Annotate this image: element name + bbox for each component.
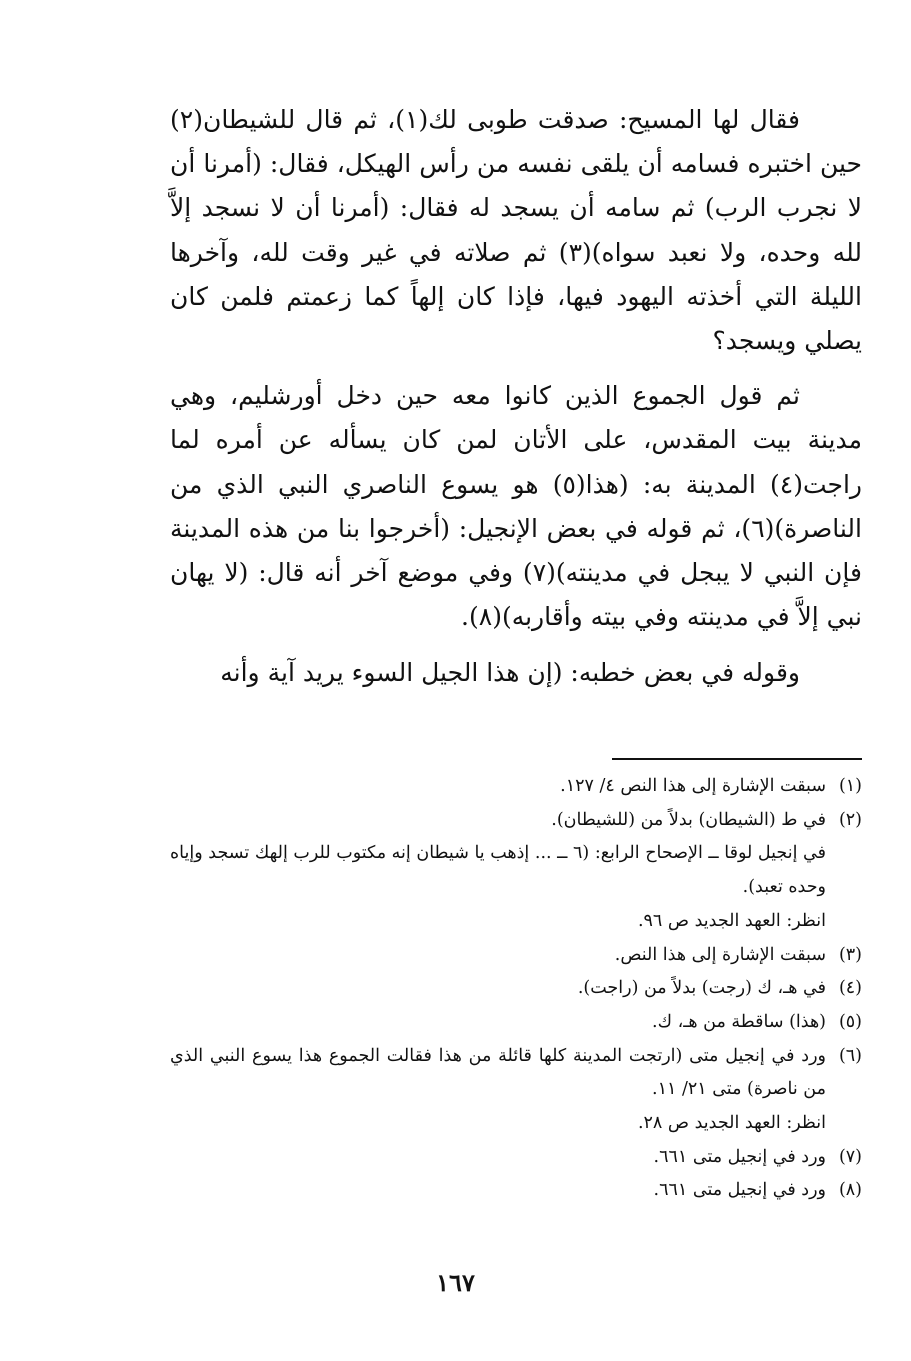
- body-paragraph-2: ثم قول الجموع الذين كانوا معه حين دخل أورشليم، وهي مدينة بيت المقدس، على الأتان لمن كان يسأله عن أمره لما راجت⁠(٤) المدينة به: (هذا⁠(٥) هو يسوع الناصري النبي الذي من الناصرة)⁠(٦)، ثم قوله في بعض الإنجيل: (أخرجوا بنا من هذه المدينة فإن النبي لا يبجل في مدينته)⁠(٧) وفي موضع آخر أنه قال: (لا يهان نبي إلاَّ في مدينته وفي بيته وأقاربه)⁠(٨).: [170, 381, 862, 632]
- footnote-4: [170, 972, 862, 1006]
- page-number: ١٦٧: [436, 1268, 475, 1297]
- footnote-reference: انظر: العهد الجديد ص ٩٦.: [637, 910, 826, 931]
- body-paragraph-3: وقوله في بعض خطبه: (إن هذا الجيل السوء يريد آية وأنه: [220, 658, 800, 688]
- footnote-number: (٢): [838, 809, 862, 830]
- footnote-number: (٣): [838, 944, 862, 965]
- footnote-text: سبقت الإشارة إلى هذا النص.: [614, 944, 826, 965]
- footnote-separator: [612, 758, 862, 760]
- footnote-text: في هـ، ك (رجت) بدلاً من (راجت).: [577, 978, 826, 999]
- footnote-number: (١): [838, 776, 862, 796]
- footnote-number: (٤): [838, 978, 862, 999]
- footnote-7: [170, 1141, 862, 1175]
- page-content: [170, 98, 862, 1338]
- footnotes: [170, 770, 862, 1208]
- body-paragraph-1: فقال لها المسيح: صدقت طوبى لك⁠(١)، ثم قال للشيطان⁠(٢) حين اختبره فسامه أن يلقى نفسه من رأس الهيكل، فقال: (أمرنا أن لا نجرب الرب) ثم سامه أن يسجد له فقال: (أمرنا أن لا نسجد إلاَّ لله وحده، ولا نعبد سواه)⁠(٣) ثم صلاته في غير وقت لله، وآخرها الليلة التي أخذته اليهود فيها، فإذا كان إلهاً كما زعمتم فلمن كان يصلي ويسجد؟: [170, 105, 862, 356]
- footnote-number: (٦): [838, 1045, 862, 1066]
- footnote-reference: انظر: العهد الجديد ص ٢٨.: [637, 1113, 826, 1134]
- footnote-text: ورد في إنجيل متى (ارتجت المدينة كلها قائلة من هذا فقالت الجموع هذا يسوع النبي الذي من ناصرة) متى ٢١/ ١١.: [170, 1045, 826, 1100]
- footnote-1: [170, 770, 862, 804]
- footnote-text: ورد في إنجيل متى ٦٦١.: [653, 1180, 826, 1201]
- footnote-3: [170, 939, 862, 973]
- footnote-text: في ط (الشيطان) بدلاً من (للشيطان).: [551, 809, 826, 830]
- footnote-number: (٥): [838, 1011, 862, 1032]
- footnote-text: في إنجيل لوقا ــ الإصحاح الرابع: (٦ ــ ... إذهب يا شيطان إنه مكتوب للرب إلهك تسجد وإياه وحده تعبد).: [170, 843, 827, 898]
- footnote-text: (هذا) ساقطة من هـ، ك.: [652, 1011, 826, 1032]
- footnote-number: (٧): [838, 1146, 862, 1167]
- footnote-6: [170, 1040, 862, 1141]
- footnote-5: [170, 1006, 862, 1040]
- footnote-text: سبقت الإشارة إلى هذا النص ٤/ ١٢٧.: [560, 776, 826, 796]
- footnote-2-continuation: [170, 837, 862, 938]
- footnote-2: [170, 804, 862, 838]
- footnote-8: [170, 1174, 862, 1208]
- footnote-number: (٨): [838, 1180, 862, 1201]
- footnote-text: ورد في إنجيل متى ٦٦١.: [653, 1146, 826, 1167]
